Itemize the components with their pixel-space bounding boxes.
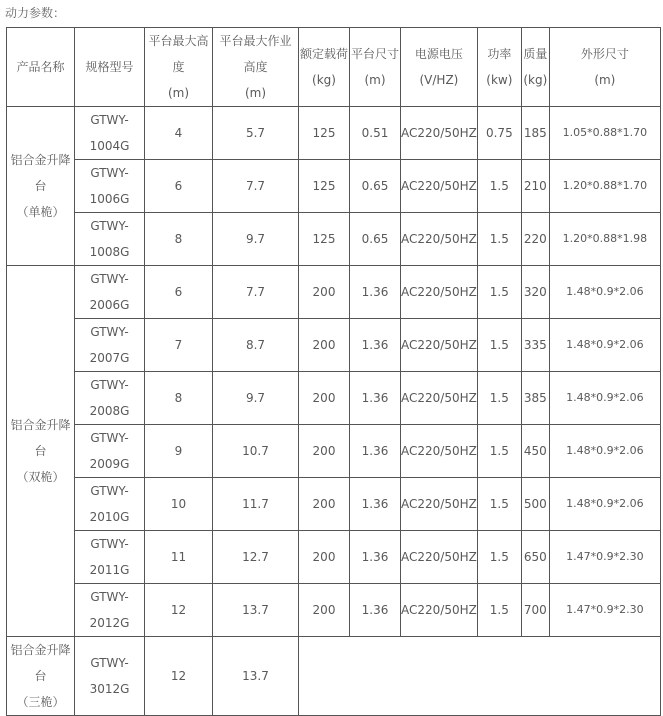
cell-power: 1.5 (477, 584, 521, 637)
cell-power: 0.75 (477, 107, 521, 160)
empty-cell (299, 637, 661, 716)
cell-max-height: 9 (145, 425, 213, 478)
cell-max-height: 6 (145, 160, 213, 213)
cell-line: 外形尺寸 (580, 47, 629, 61)
cell-line: GTWY- (90, 219, 129, 233)
cell-line: GTWY- (90, 378, 129, 392)
cell-max-work-height: 7.7 (213, 160, 299, 213)
cell-model (75, 584, 145, 637)
cell-model (75, 425, 145, 478)
cell-rated-load: 125 (299, 160, 350, 213)
cell-model (75, 637, 145, 716)
table-row (7, 213, 661, 266)
cell-power: 1.5 (477, 425, 521, 478)
cell-mass: 500 (521, 478, 549, 531)
cell-line: GTWY- (90, 484, 129, 498)
cell-line: 度 (172, 60, 185, 74)
cell-rated-load: 200 (299, 319, 350, 372)
cell-platform-size: 1.36 (350, 425, 401, 478)
cell-max-work-height: 8.7 (213, 319, 299, 372)
cell-line: GTWY- (90, 537, 129, 551)
cell-rated-load: 200 (299, 478, 350, 531)
cell-power: 1.5 (477, 372, 521, 425)
table-row (7, 372, 661, 425)
column-header (549, 28, 660, 107)
cell-rated-load: 200 (299, 425, 350, 478)
cell-voltage: AC220/50HZ (401, 372, 478, 425)
cell-line: 2006G (89, 298, 130, 312)
table-row (7, 107, 661, 160)
cell-line: 1006G (89, 192, 130, 206)
cell-mass: 335 (521, 319, 549, 372)
cell-line: (m) (364, 73, 386, 87)
column-header (477, 28, 521, 107)
cell-platform-size: 0.65 (350, 213, 401, 266)
cell-power: 1.5 (477, 213, 521, 266)
cell-model (75, 319, 145, 372)
cell-line: (m) (167, 86, 190, 100)
cell-max-work-height: 11.7 (213, 478, 299, 531)
cell-line: 铝合金升降 (10, 418, 71, 432)
cell-line: 1008G (89, 245, 130, 259)
cell-line: 台 (34, 179, 47, 193)
cell-line: GTWY- (90, 431, 129, 445)
cell-overall-size: 1.48*0.9*2.06 (549, 425, 660, 478)
cell-mass: 220 (521, 213, 549, 266)
cell-mass: 320 (521, 266, 549, 319)
cell-line: 规格型号 (85, 60, 134, 74)
cell-rated-load: 200 (299, 372, 350, 425)
cell-voltage: AC220/50HZ (401, 213, 478, 266)
cell-max-height: 4 (145, 107, 213, 160)
spec-table (6, 27, 661, 716)
cell-product-name (7, 266, 75, 637)
table-row (7, 637, 661, 716)
cell-line: (V/HZ) (419, 73, 459, 87)
cell-line: 铝合金升降 (10, 153, 71, 167)
column-header (350, 28, 401, 107)
cell-line: （三桅） (16, 695, 65, 709)
cell-voltage: AC220/50HZ (401, 531, 478, 584)
cell-line: 额定载荷 (299, 47, 348, 61)
cell-power: 1.5 (477, 478, 521, 531)
cell-line: （双桅） (16, 470, 65, 484)
cell-max-work-height: 5.7 (213, 107, 299, 160)
table-row (7, 531, 661, 584)
column-header (521, 28, 549, 107)
cell-rated-load: 200 (299, 266, 350, 319)
cell-line: 2007G (89, 351, 130, 365)
cell-max-work-height: 9.7 (213, 213, 299, 266)
cell-model (75, 478, 145, 531)
cell-line: GTWY- (90, 166, 129, 180)
cell-model (75, 213, 145, 266)
cell-voltage: AC220/50HZ (401, 107, 478, 160)
cell-rated-load: 200 (299, 584, 350, 637)
table-row (7, 425, 661, 478)
cell-voltage: AC220/50HZ (401, 584, 478, 637)
cell-voltage: AC220/50HZ (401, 266, 478, 319)
cell-line: GTWY- (90, 656, 129, 670)
cell-mass: 700 (521, 584, 549, 637)
cell-max-work-height: 13.7 (213, 584, 299, 637)
cell-overall-size: 1.05*0.88*1.70 (549, 107, 660, 160)
cell-line: (kg) (523, 73, 548, 87)
cell-overall-size: 1.47*0.9*2.30 (549, 584, 660, 637)
cell-line: 2012G (89, 616, 130, 630)
cell-model (75, 160, 145, 213)
cell-max-work-height: 9.7 (213, 372, 299, 425)
cell-voltage: AC220/50HZ (401, 319, 478, 372)
cell-platform-size: 1.36 (350, 372, 401, 425)
cell-model (75, 107, 145, 160)
cell-voltage: AC220/50HZ (401, 425, 478, 478)
cell-max-height: 8 (145, 372, 213, 425)
cell-overall-size: 1.48*0.9*2.06 (549, 372, 660, 425)
section-caption: 动力参数： (5, 6, 66, 20)
cell-line: 功率 (487, 47, 512, 61)
cell-overall-size: 1.20*0.88*1.98 (549, 213, 660, 266)
cell-line: 质量 (523, 47, 548, 61)
cell-max-height: 7 (145, 319, 213, 372)
cell-line: GTWY- (90, 113, 129, 127)
cell-platform-size: 0.51 (350, 107, 401, 160)
cell-line: GTWY- (90, 590, 129, 604)
column-header (145, 28, 213, 107)
cell-platform-size: 1.36 (350, 531, 401, 584)
cell-product-name (7, 107, 75, 266)
cell-line: 平台最大作业 (219, 34, 292, 48)
cell-mass: 450 (521, 425, 549, 478)
cell-rated-load: 200 (299, 531, 350, 584)
cell-line: (m) (594, 73, 616, 87)
cell-max-work-height: 12.7 (213, 531, 299, 584)
cell-line: 3012G (89, 682, 130, 696)
cell-overall-size: 1.48*0.9*2.06 (549, 319, 660, 372)
cell-line: 平台尺寸 (350, 47, 399, 61)
column-header (7, 28, 75, 107)
cell-power: 1.5 (477, 319, 521, 372)
cell-platform-size: 1.36 (350, 478, 401, 531)
cell-power: 1.5 (477, 266, 521, 319)
cell-platform-size: 1.36 (350, 319, 401, 372)
cell-platform-size: 0.65 (350, 160, 401, 213)
cell-mass: 650 (521, 531, 549, 584)
table-row (7, 160, 661, 213)
cell-line: 高度 (243, 60, 268, 74)
cell-max-work-height: 7.7 (213, 266, 299, 319)
column-header (401, 28, 478, 107)
cell-line: （单桅） (16, 205, 65, 219)
cell-line: GTWY- (90, 272, 129, 286)
cell-line: 2011G (89, 563, 130, 577)
cell-overall-size: 1.47*0.9*2.30 (549, 531, 660, 584)
cell-max-height: 12 (145, 584, 213, 637)
cell-line: 台 (34, 444, 47, 458)
cell-overall-size: 1.48*0.9*2.06 (549, 478, 660, 531)
cell-model (75, 531, 145, 584)
cell-platform-size: 1.36 (350, 266, 401, 319)
cell-mass: 385 (521, 372, 549, 425)
cell-rated-load: 125 (299, 107, 350, 160)
cell-power: 1.5 (477, 160, 521, 213)
cell-line: (m) (244, 86, 267, 100)
cell-product-name (7, 637, 75, 716)
cell-line: 台 (34, 669, 47, 683)
cell-model (75, 266, 145, 319)
cell-line: (kg) (312, 73, 336, 87)
cell-max-height: 10 (145, 478, 213, 531)
table-row (7, 478, 661, 531)
table-row (7, 319, 661, 372)
cell-voltage: AC220/50HZ (401, 478, 478, 531)
table-header-row (7, 28, 661, 107)
cell-mass: 210 (521, 160, 549, 213)
cell-line: GTWY- (90, 325, 129, 339)
cell-overall-size: 1.20*0.88*1.70 (549, 160, 660, 213)
cell-line: 2008G (89, 404, 130, 418)
cell-max-height: 8 (145, 213, 213, 266)
cell-max-work-height: 10.7 (213, 425, 299, 478)
cell-mass: 185 (521, 107, 549, 160)
cell-platform-size: 1.36 (350, 584, 401, 637)
column-header (213, 28, 299, 107)
cell-line: 铝合金升降 (10, 643, 71, 657)
cell-max-height: 12 (145, 637, 213, 716)
cell-max-work-height: 13.7 (213, 637, 299, 716)
cell-line: 平台最大高 (148, 34, 209, 48)
cell-max-height: 11 (145, 531, 213, 584)
cell-power: 1.5 (477, 531, 521, 584)
cell-rated-load: 125 (299, 213, 350, 266)
column-header (75, 28, 145, 107)
cell-line: 1004G (89, 139, 130, 153)
cell-model (75, 372, 145, 425)
cell-line: 2009G (89, 457, 130, 471)
table-row (7, 584, 661, 637)
cell-voltage: AC220/50HZ (401, 160, 478, 213)
cell-line: (kw) (486, 73, 513, 87)
cell-overall-size: 1.48*0.9*2.06 (549, 266, 660, 319)
cell-max-height: 6 (145, 266, 213, 319)
cell-line: 电源电压 (414, 47, 463, 61)
cell-line: 产品名称 (16, 60, 65, 74)
column-header (299, 28, 350, 107)
cell-line: 2010G (89, 510, 130, 524)
table-row (7, 266, 661, 319)
